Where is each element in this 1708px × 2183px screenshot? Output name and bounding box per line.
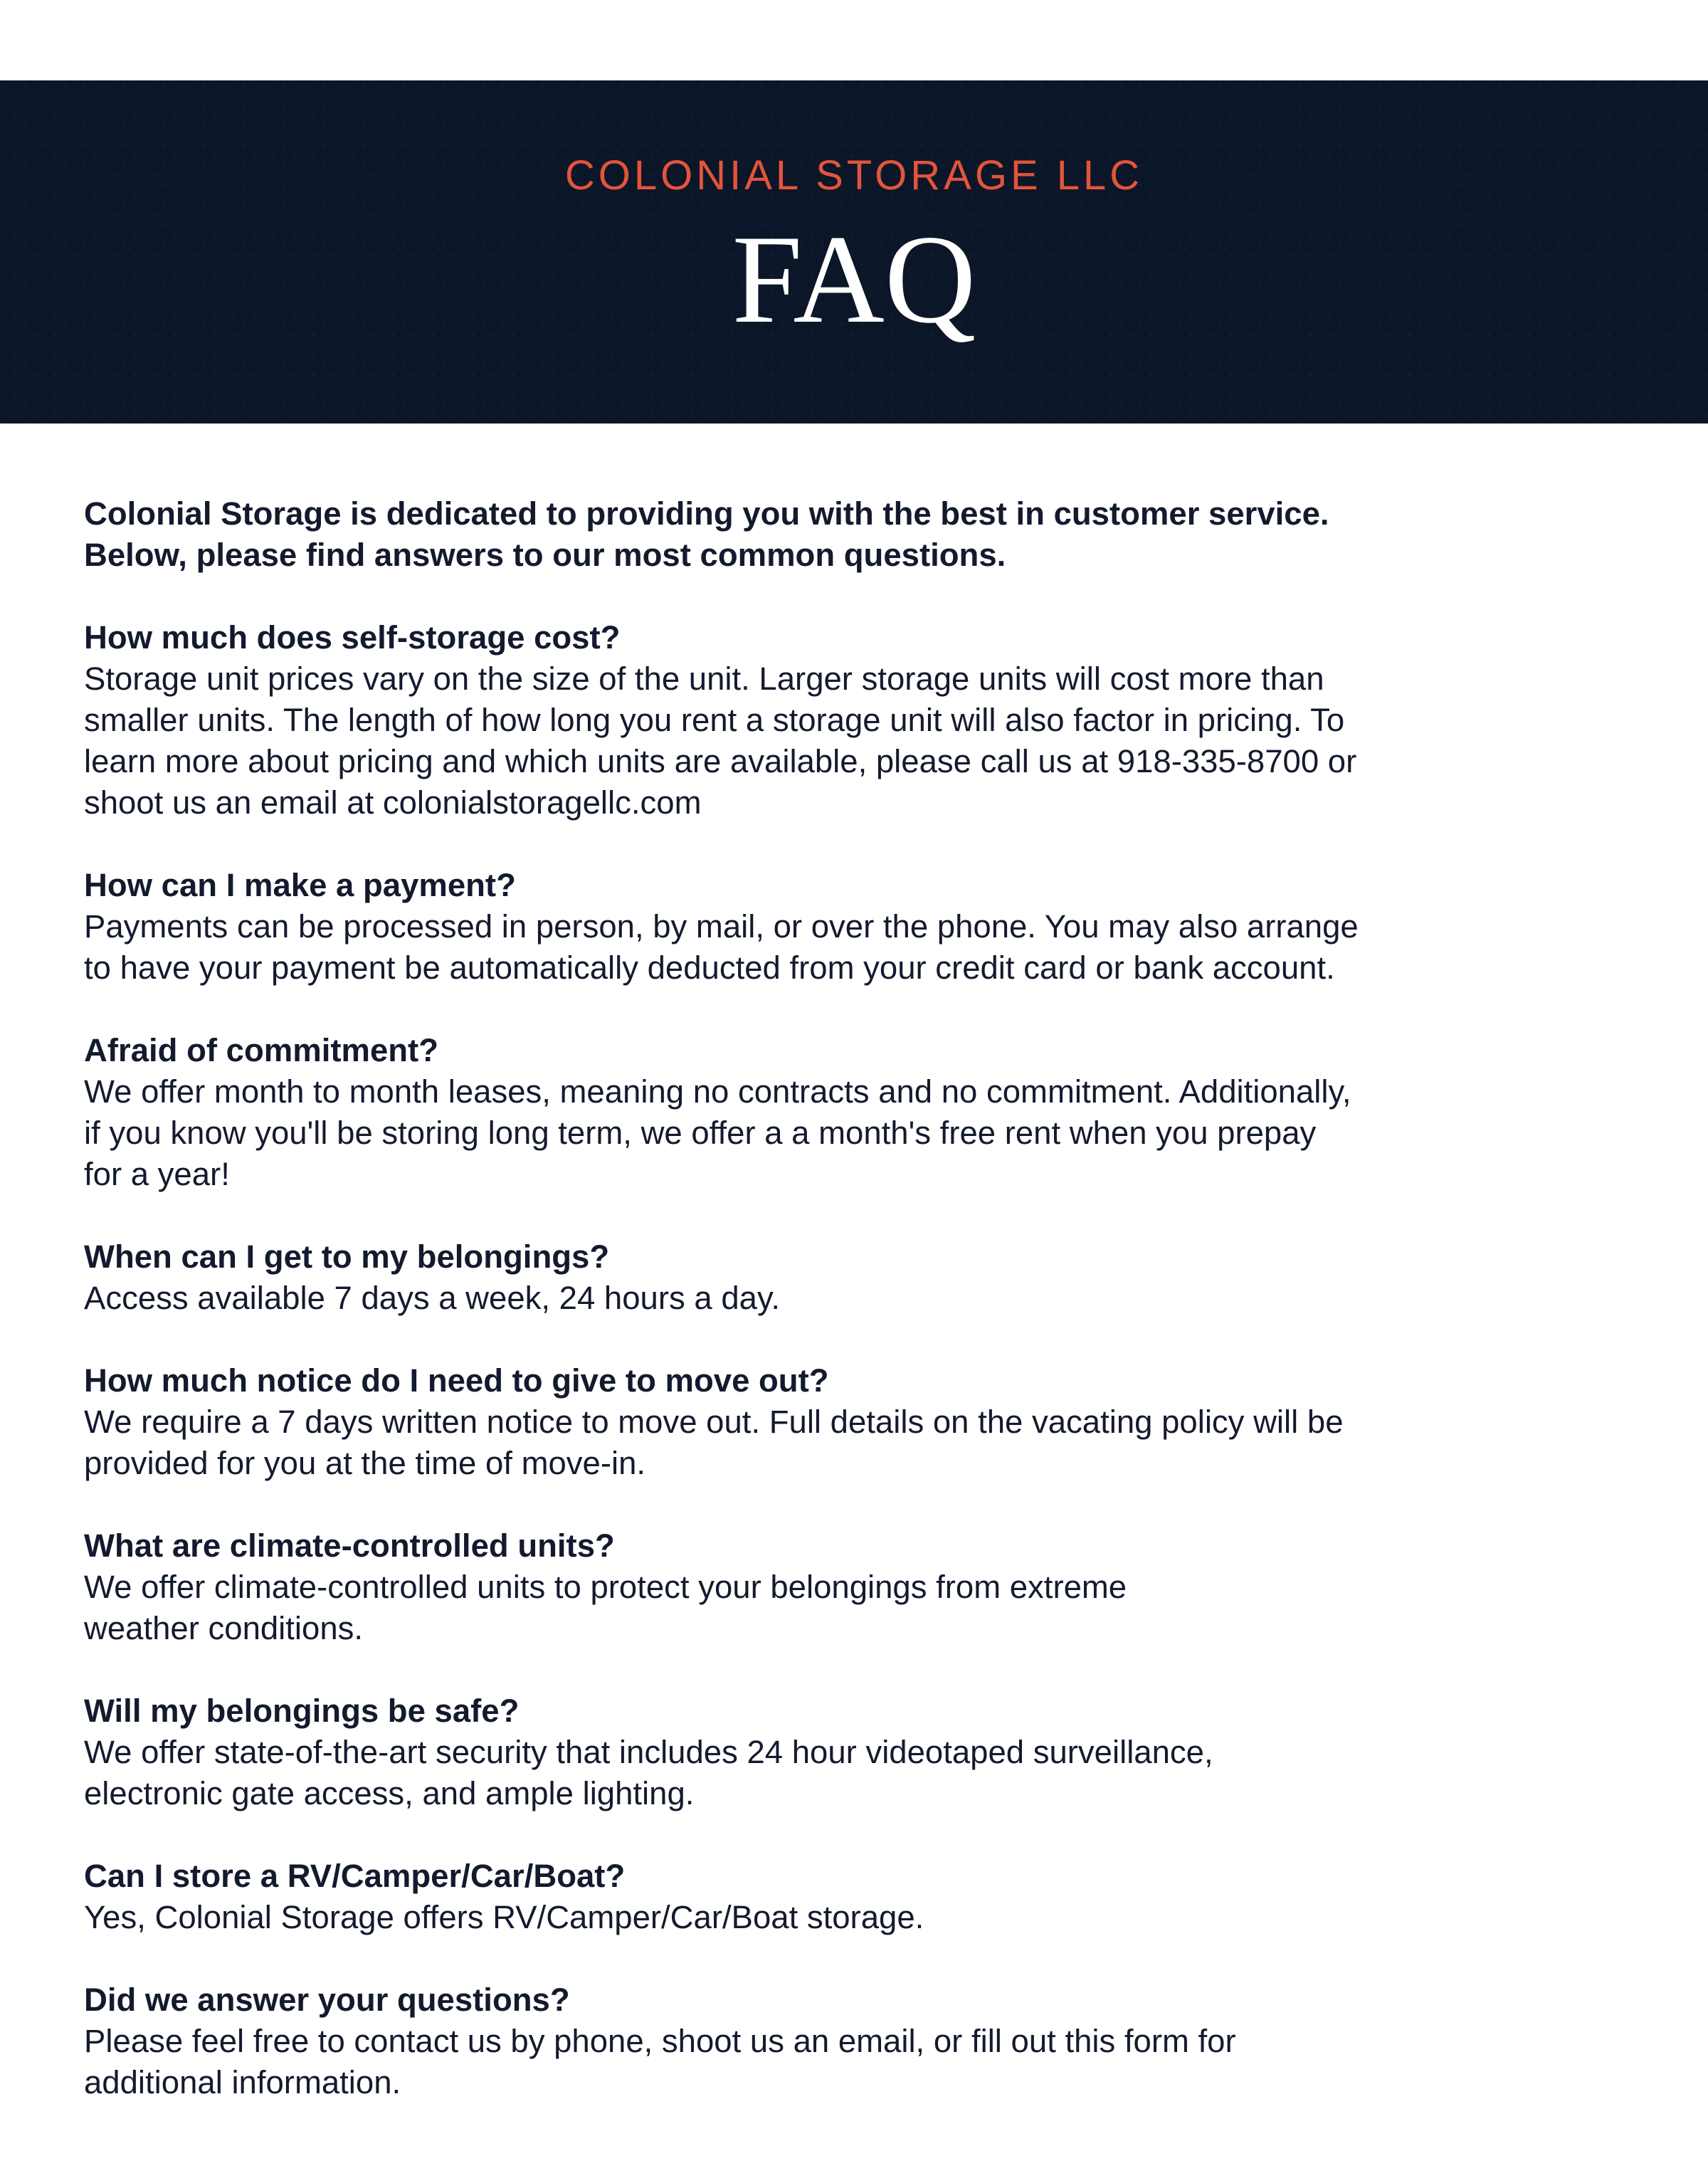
page-title: FAQ <box>732 209 976 349</box>
faq-answer <box>84 1732 1650 1814</box>
faq-answer <box>84 658 1650 824</box>
faq-question: What are climate-controlled units? <box>84 1527 615 1564</box>
answer-line: Payments can be processed in person, by mail, or over the phone. You may also arrange <box>84 908 1359 945</box>
faq-question: How much does self-storage cost? <box>84 619 621 656</box>
intro-line: Colonial Storage is dedicated to providing you with the best in customer service. <box>84 495 1329 532</box>
answer-line: to have your payment be automatically deducted from your credit card or bank account. <box>84 950 1335 986</box>
faq-question: Can I store a RV/Camper/Car/Boat? <box>84 1858 626 1894</box>
answer-line: Please feel free to contact us by phone, shoot us an email, or fill out this form for <box>84 2023 1236 2059</box>
faq-item-payment <box>84 865 1650 989</box>
faq-item-security <box>84 1690 1650 1814</box>
faq-item-climate <box>84 1525 1650 1649</box>
answer-line: electronic gate access, and ample lighting. <box>84 1775 695 1811</box>
faq-question: Did we answer your questions? <box>84 1982 570 2018</box>
faq-item-contact <box>84 1979 1650 2103</box>
answer-line: Access available 7 days a week, 24 hours a day. <box>84 1280 780 1316</box>
company-name: COLONIAL STORAGE LLC <box>564 152 1144 199</box>
answer-line: Yes, Colonial Storage offers RV/Camper/Car/Boat storage. <box>84 1899 924 1935</box>
answer-line: if you know you'll be storing long term, we offer a a month's free rent when you prepay <box>84 1115 1317 1151</box>
faq-answer <box>84 906 1650 989</box>
faq-answer <box>84 1278 1650 1319</box>
answer-line: additional information. <box>84 2064 401 2100</box>
answer-line: for a year! <box>84 1156 230 1192</box>
faq-question: Afraid of commitment? <box>84 1032 438 1068</box>
answer-line: We offer state-of-the-art security that includes 24 hour videotaped surveillance, <box>84 1734 1213 1770</box>
faq-question: When can I get to my belongings? <box>84 1238 610 1275</box>
faq-item-cost <box>84 617 1650 824</box>
answer-line: learn more about pricing and which units are available, please call us at 918-335-8700 or <box>84 743 1357 779</box>
faq-question: How can I make a payment? <box>84 867 516 903</box>
faq-question: How much notice do I need to give to move out? <box>84 1362 829 1399</box>
intro-line: Below, please find answers to our most common questions. <box>84 537 1006 573</box>
answer-line: We offer climate-controlled units to protect your belongings from extreme <box>84 1569 1127 1605</box>
answer-line: weather conditions. <box>84 1610 364 1646</box>
header-banner <box>0 80 1708 424</box>
answer-line: We offer month to month leases, meaning no contracts and no commitment. Additionally, <box>84 1073 1351 1110</box>
intro-text <box>84 493 1650 576</box>
faq-answer <box>84 1071 1650 1195</box>
answer-line: smaller units. The length of how long you rent a storage unit will also factor in pricing. To <box>84 702 1345 738</box>
answer-line: We require a 7 days written notice to move out. Full details on the vacating policy will be <box>84 1404 1344 1440</box>
answer-line: Storage unit prices vary on the size of the unit. Larger storage units will cost more than <box>84 661 1324 697</box>
faq-answer <box>84 2021 1650 2103</box>
faq-item-vehicle-storage <box>84 1856 1650 1938</box>
faq-content <box>84 493 1650 2145</box>
faq-answer <box>84 1401 1650 1484</box>
faq-question: Will my belongings be safe? <box>84 1693 520 1729</box>
faq-item-notice <box>84 1360 1650 1484</box>
answer-line: provided for you at the time of move-in. <box>84 1445 646 1481</box>
answer-line: shoot us an email at colonialstoragellc.com <box>84 784 702 821</box>
faq-answer <box>84 1567 1650 1649</box>
faq-item-access <box>84 1236 1650 1319</box>
faq-answer <box>84 1897 1650 1938</box>
faq-item-commitment <box>84 1030 1650 1195</box>
